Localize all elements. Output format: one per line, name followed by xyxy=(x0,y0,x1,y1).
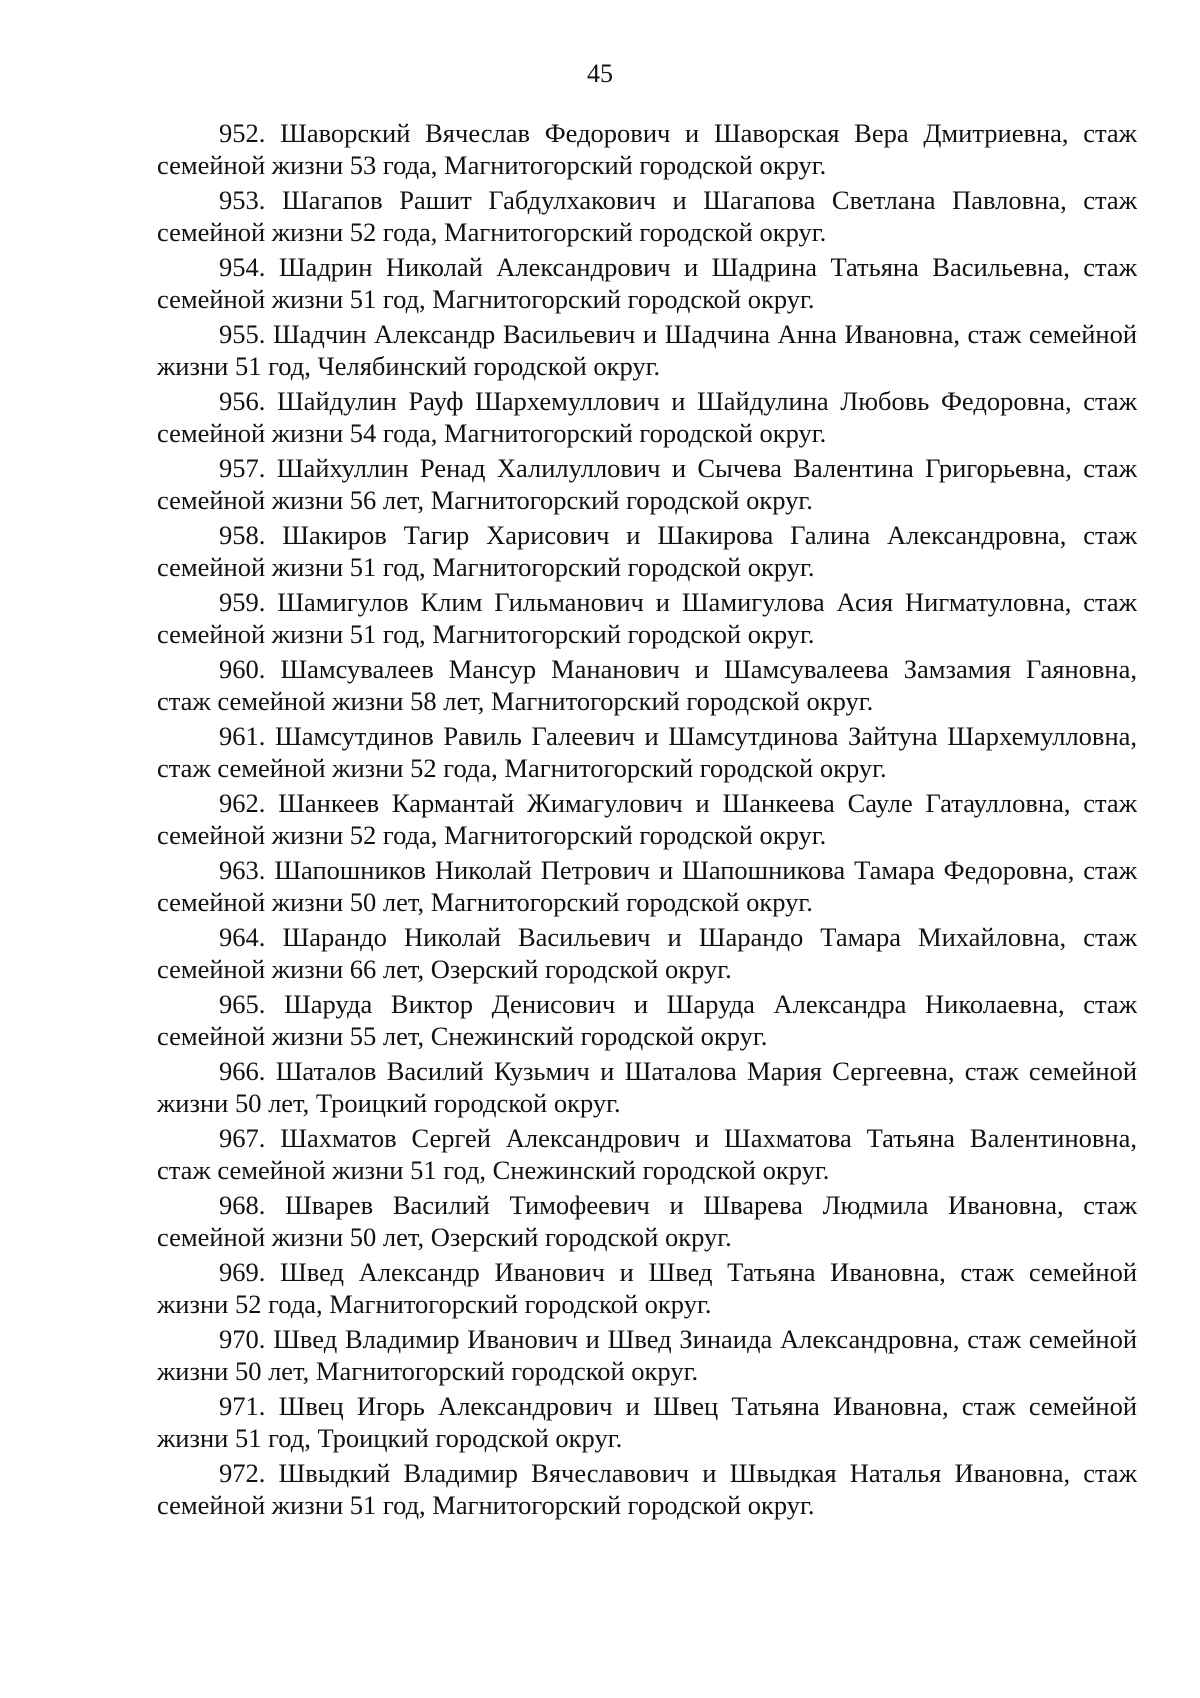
entry-text: Швыдкий Владимир Вячеславович и Швыдкая Наталья Ивановна, стаж семейной жизни 51 год, Магнитогорский городской округ. xyxy=(157,1458,1138,1520)
list-item xyxy=(157,855,1137,918)
entry-number: 959. xyxy=(219,587,266,617)
entry-text: Шакиров Тагир Харисович и Шакирова Галина Александровна, стаж семейной жизни 51 год, Магнитогорский городской округ. xyxy=(157,520,1138,582)
list-item xyxy=(157,1257,1137,1320)
list-item xyxy=(157,252,1137,315)
list-item xyxy=(157,1056,1137,1119)
list-item xyxy=(157,453,1137,516)
entry-text: Шаруда Виктор Денисович и Шаруда Александра Николаевна, стаж семейной жизни 55 лет, Снежинский городской округ. xyxy=(157,989,1138,1051)
entry-number: 966. xyxy=(219,1056,266,1086)
entry-text: Швед Александр Иванович и Швед Татьяна Ивановна, стаж семейной жизни 52 года, Магнитогорский городской округ. xyxy=(157,1257,1137,1319)
list-item xyxy=(157,1458,1137,1521)
list-item xyxy=(157,185,1137,248)
list-item xyxy=(157,319,1137,382)
entry-text: Шамсувалеев Мансур Мананович и Шамсувалеева Замзамия Гаяновна, стаж семейной жизни 58 лет, Магнитогорский городской округ. xyxy=(157,654,1137,716)
entry-number: 962. xyxy=(219,788,266,818)
list-item xyxy=(157,520,1137,583)
list-item xyxy=(157,386,1137,449)
entry-text: Шанкеев Кармантай Жимагулович и Шанкеева Сауле Гатаулловна, стаж семейной жизни 52 года, Магнитогорский городской округ. xyxy=(157,788,1137,850)
entry-text: Шадрин Николай Александрович и Шадрина Татьяна Васильевна, стаж семейной жизни 51 год, Магнитогорский городской округ. xyxy=(157,252,1138,314)
list-item xyxy=(157,1123,1137,1186)
entry-number: 953. xyxy=(219,185,266,215)
entry-text: Шаворский Вячеслав Федорович и Шаворская Вера Дмитриевна, стаж семейной жизни 53 года, Магнитогорский городской округ. xyxy=(157,118,1137,180)
entry-text: Шадчин Александр Васильевич и Шадчина Анна Ивановна, стаж семейной жизни 51 год, Челябинский городской округ. xyxy=(157,319,1138,381)
entry-number: 961. xyxy=(219,721,266,751)
list-item xyxy=(157,989,1137,1052)
list-item xyxy=(157,118,1137,181)
entry-number: 965. xyxy=(219,989,266,1019)
entry-text: Шапошников Николай Петрович и Шапошникова Тамара Федоровна, стаж семейной жизни 50 лет, Магнитогорский городской округ. xyxy=(157,855,1137,917)
list-item xyxy=(157,1190,1137,1253)
entry-text: Швец Игорь Александрович и Швец Татьяна Ивановна, стаж семейной жизни 51 год, Троицкий городской округ. xyxy=(157,1391,1137,1453)
entry-number: 964. xyxy=(219,922,266,952)
entry-number: 956. xyxy=(219,386,266,416)
list-item xyxy=(157,654,1137,717)
entry-text: Шварев Василий Тимофеевич и Шварева Людмила Ивановна, стаж семейной жизни 50 лет, Озерский городской округ. xyxy=(157,1190,1138,1252)
entry-text: Шаталов Василий Кузьмич и Шаталова Мария Сергеевна, стаж семейной жизни 50 лет, Троицкий городской округ. xyxy=(157,1056,1137,1118)
entry-number: 954. xyxy=(219,252,266,282)
entry-number: 970. xyxy=(219,1324,266,1354)
entry-text: Шамигулов Клим Гильманович и Шамигулова Асия Нигматуловна, стаж семейной жизни 51 год, Магнитогорский городской округ. xyxy=(157,587,1137,649)
entry-number: 968. xyxy=(219,1190,266,1220)
entry-number: 972. xyxy=(219,1458,266,1488)
list-item xyxy=(157,1391,1137,1454)
entry-number: 960. xyxy=(219,654,266,684)
entry-number: 957. xyxy=(219,453,266,483)
entry-text: Шагапов Рашит Габдулхакович и Шагапова Светлана Павловна, стаж семейной жизни 52 года, Магнитогорский городской округ. xyxy=(157,185,1137,247)
entry-number: 971. xyxy=(219,1391,266,1421)
entry-number: 952. xyxy=(219,118,266,148)
entry-text: Шахматов Сергей Александрович и Шахматова Татьяна Валентиновна, стаж семейной жизни 51 год, Снежинский городской округ. xyxy=(157,1123,1138,1185)
entries-list xyxy=(157,118,1137,1525)
entry-number: 955. xyxy=(219,319,266,349)
list-item xyxy=(157,922,1137,985)
entry-number: 967. xyxy=(219,1123,266,1153)
entry-text: Швед Владимир Иванович и Швед Зинаида Александровна, стаж семейной жизни 50 лет, Магнитогорский городской округ. xyxy=(157,1324,1137,1386)
entry-number: 958. xyxy=(219,520,266,550)
entry-number: 963. xyxy=(219,855,266,885)
list-item xyxy=(157,587,1137,650)
entry-text: Шамсутдинов Равиль Галеевич и Шамсутдинова Зайтуна Шархемулловна, стаж семейной жизни 52 года, Магнитогорский городской округ. xyxy=(157,721,1138,783)
entry-number: 969. xyxy=(219,1257,266,1287)
list-item xyxy=(157,1324,1137,1387)
entry-text: Шарандо Николай Васильевич и Шарандо Тамара Михайловна, стаж семейной жизни 66 лет, Озерский городской округ. xyxy=(157,922,1138,984)
list-item xyxy=(157,788,1137,851)
entry-text: Шайдулин Рауф Шархемуллович и Шайдулина Любовь Федоровна, стаж семейной жизни 54 года, Магнитогорский городской округ. xyxy=(157,386,1138,448)
list-item xyxy=(157,721,1137,784)
entry-text: Шайхуллин Ренад Халилуллович и Сычева Валентина Григорьевна, стаж семейной жизни 56 лет, Магнитогорский городской округ. xyxy=(157,453,1137,515)
page-number: 45 xyxy=(587,59,613,88)
